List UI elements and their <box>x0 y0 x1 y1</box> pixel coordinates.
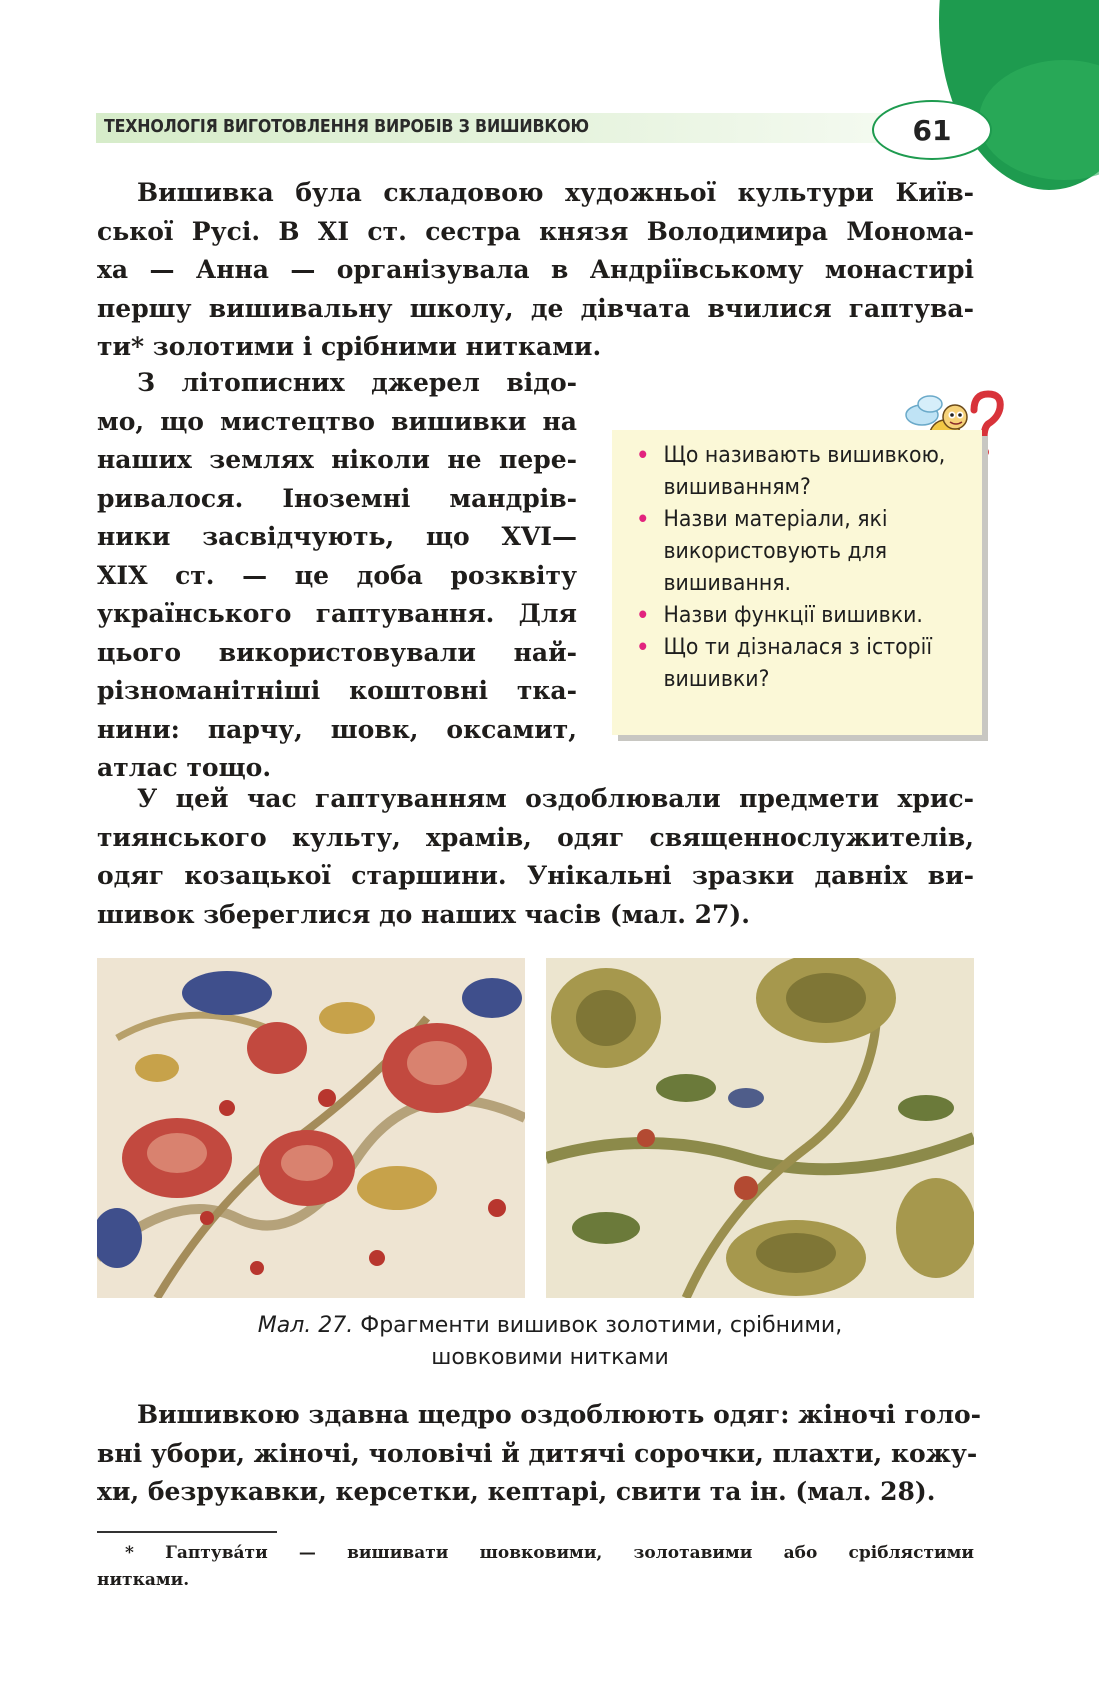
text-line: ської Русі. В XI ст. сестра князя Володимира Монома- <box>97 216 974 246</box>
caption-line: шовковими нитками <box>431 1345 669 1370</box>
bullet-dot-icon: • <box>635 505 650 535</box>
text-line: першу вишивальну школу, де дівчата вчилися гаптува- <box>97 293 974 323</box>
bullet-dot-icon: • <box>635 441 650 471</box>
text-line: Вишивкою здавна щедро оздоблюють одяг: жіночі голо- <box>137 1400 982 1429</box>
text-line: Вишивка була складовою художньої культури Київ- <box>137 178 974 207</box>
footnote <box>97 1540 974 1594</box>
text-line: З літописних джерел відо- <box>137 368 577 397</box>
paragraph-church-embroidery <box>97 780 974 934</box>
running-header-title: ТЕХНОЛОГІЯ ВИГОТОВЛЕННЯ ВИРОБІВ З ВИШИВКОЮ <box>104 116 589 137</box>
text-line: ти* золотими і срібними нитками. <box>97 332 602 361</box>
bullet-dot-icon: • <box>635 633 650 663</box>
text-line: ха — Анна — організувала в Андріївському монастирі <box>97 255 974 284</box>
text-line: одяг козацької старшини. Унікальні зразки давніх ви- <box>97 861 974 890</box>
figure-label: Мал. 27. <box>257 1313 354 1338</box>
text-line: ники засвідчують, що XVI— <box>97 522 577 551</box>
footnote-line: * Гаптува́ти — вишивати шовковими, золотавими або сріблястими <box>125 1543 974 1563</box>
text-line: нини: парчу, шовк, оксамит, <box>97 714 577 744</box>
text-line: У цей час гаптуванням оздоблювали предмети хрис- <box>137 784 974 813</box>
text-line: тиянського культу, храмів, одяг священнослужителів, <box>97 822 974 852</box>
text-line: різноманітніші коштовні тка- <box>97 676 577 705</box>
text-line: ривалося. Іноземні мандрів- <box>97 483 577 513</box>
question-item <box>630 504 1008 600</box>
question-text: Що ти дізналася з історії вишивки? <box>663 635 933 692</box>
question-item <box>630 600 1008 632</box>
paragraph-intro <box>97 174 974 367</box>
question-item <box>630 440 1008 504</box>
text-line: цього використовували най- <box>97 637 577 667</box>
text-line: шивок збереглися до наших часів (мал. 27). <box>97 899 750 929</box>
text-line: хи, безрукавки, керсетки, кептарі, свити та ін. (мал. 28). <box>97 1477 936 1506</box>
questions-box <box>612 430 982 735</box>
text-line: XIX ст. — це доба розквіту <box>97 560 577 590</box>
text-line: наших землях ніколи не пере- <box>97 445 577 474</box>
footnote-rule <box>97 1531 277 1533</box>
page-number: 61 <box>872 100 992 160</box>
question-text: Що називають вишивкою, вишиванням? <box>663 443 946 500</box>
questions-list <box>630 440 970 696</box>
text-line: вні убори, жіночі, чоловічі й дитячі сорочки, плахти, кожу- <box>97 1438 978 1468</box>
text-line: атлас тощо. <box>97 753 272 782</box>
paragraph-clothing <box>97 1396 982 1512</box>
question-text: Назви матеріали, які використовують для вишивання. <box>663 507 888 596</box>
question-text: Назви функції вишивки. <box>663 603 923 628</box>
caption-text: Фрагменти вишивок золотими, срібними, <box>353 1313 843 1338</box>
text-line: українського гаптування. Для <box>97 599 577 628</box>
footnote-line: нитками. <box>97 1570 190 1590</box>
embroidery-photo-1 <box>97 958 525 1298</box>
embroidery-photo-2 <box>546 958 974 1298</box>
caption-line <box>150 1310 950 1342</box>
corner-tab-decoration <box>939 0 1099 190</box>
question-item <box>630 632 1008 696</box>
figure-caption <box>150 1310 950 1374</box>
bullet-dot-icon: • <box>635 601 650 631</box>
text-line: мо, що мистецтво вишивки на <box>97 406 577 436</box>
paragraph-chronicles <box>97 364 577 788</box>
